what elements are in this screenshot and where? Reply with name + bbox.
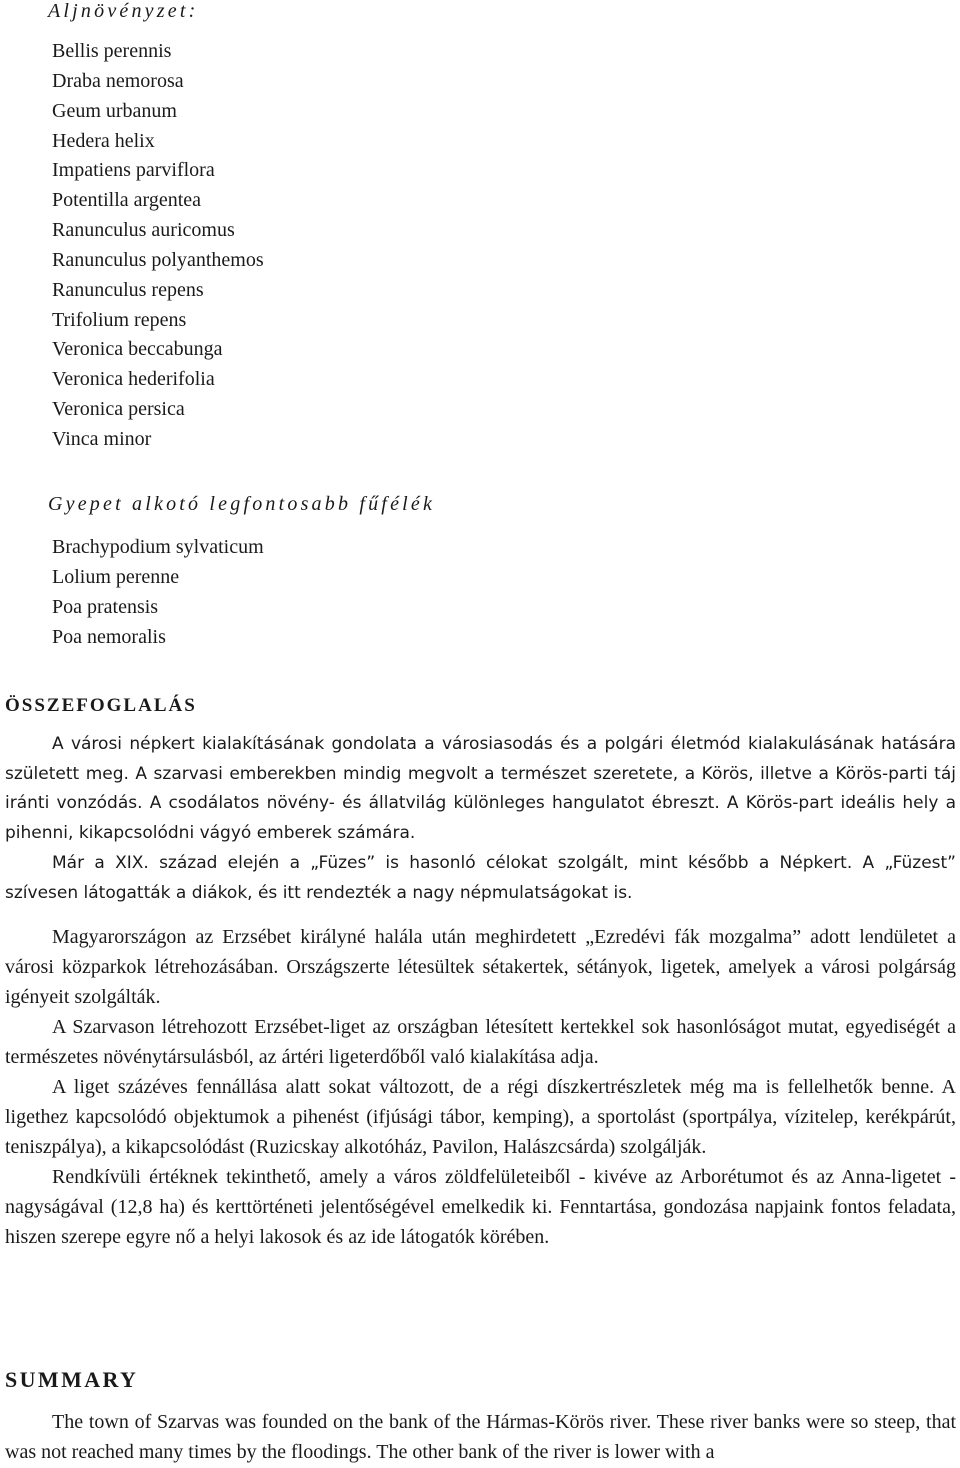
summary-hu-paragraph-5: A liget százéves fennállása alatt sokat változott, de a régi díszkertrészletek még ma is fellelhetők benne. A ligethez kapcsolódó objektumok a pihenést (ifjúsági tábor, kemping), a sportolást (sportpálya, vízitelep, kerékpárút, teniszpálya), a kikapcsolódást (Ruzicskay alkotóház, Pavilon, Halászcsárda) szolgálják. bbox=[5, 1076, 956, 1158]
species-list-item: Veronica hederifolia bbox=[52, 368, 215, 391]
summary-hu-paragraph-1: A városi népkert kialakításának gondolata a városiasodás és a polgári életmód kialakulásának hatására született meg. A szarvasi emberekben mindig megvolt a természet szeretete, a Körös, illetve a Körös-parti táj iránti vonzódás. A csodálatos növény- és állatvilág különleges hangulatot ébreszt. A Körös-part ideális hely a pihenni, kikapcsolódni vágyó emberek számára. bbox=[5, 734, 956, 844]
species-list-item: Draba nemorosa bbox=[52, 69, 184, 92]
species-list-item: Poa nemoralis bbox=[52, 625, 166, 648]
species-list-item: Potentilla argentea bbox=[52, 189, 202, 212]
species-list-item: Ranunculus polyanthemos bbox=[52, 248, 264, 271]
species-list-item: Hedera helix bbox=[52, 129, 155, 152]
species-list-item: Lolium perenne bbox=[52, 565, 180, 588]
grasses-species-list bbox=[52, 533, 264, 652]
species-list-item: Vinca minor bbox=[52, 427, 152, 450]
species-list-item: Geum urbanum bbox=[52, 99, 177, 122]
species-list-item: Trifolium repens bbox=[52, 308, 187, 331]
summary-hu-text-block-1 bbox=[5, 730, 956, 908]
grasses-heading: Gyepet alkotó legfontosabb fűfélék bbox=[48, 493, 436, 515]
summary-hu-paragraph-3: Magyarországon az Erzsébet királyné halála után meghirdetett „Ezredévi fák mozgalma” adott lendületet a városi közparkok létrehozásában. Országszerte létesültek sétakertek, sétányok, ligetek, amelyek a városi polgárság igényeit szolgálták. bbox=[5, 926, 956, 1008]
summary-hu-paragraph-2: Már a XIX. század elején a „Füzes” is hasonló célokat szolgált, mint később a Népkert. A „Füzest” szívesen látogatták a diákok, és itt rendezték a nagy népmulatságokat is. bbox=[5, 852, 956, 903]
species-list-item: Ranunculus repens bbox=[52, 278, 204, 301]
species-list-item: Impatiens parviflora bbox=[52, 159, 215, 182]
species-list-item: Poa pratensis bbox=[52, 595, 159, 618]
summary-hu-heading: ÖSSZEFOGLALÁS bbox=[5, 695, 197, 716]
species-list-item: Ranunculus auricomus bbox=[52, 219, 235, 242]
species-list-item: Bellis perennis bbox=[52, 40, 172, 62]
summary-en-heading: SUMMARY bbox=[5, 1367, 139, 1392]
summary-hu-paragraph-6: Rendkívüli értéknek tekinthető, amely a város zöldfelületeiből - kivéve az Arborétumot és az Anna-ligetet - nagyságával (12,8 ha) és kerttörténeti jelentőségével emelkedik ki. Fenntartása, gondozása napjaink fontos feladata, hiszen szerepe egyre nő a helyi lakosok és az ide látogatók körében. bbox=[5, 1166, 956, 1248]
species-list-item: Veronica beccabunga bbox=[52, 338, 223, 361]
understory-species-list bbox=[52, 37, 264, 455]
understory-heading: Aljnövényzet: bbox=[48, 0, 199, 22]
summary-hu-text-block-2 bbox=[5, 922, 956, 1252]
species-list-item: Veronica persica bbox=[52, 398, 185, 421]
summary-en-paragraph-1: The town of Szarvas was founded on the bank of the Hármas-Körös river. These river banks were so steep, that was not reached many times by the floodings. The other bank of the river is lower with a bbox=[5, 1411, 956, 1463]
summary-hu-paragraph-4: A Szarvason létrehozott Erzsébet-liget az országban létesített kertekkel sok hasonlóságot mutat, egyediségét a természetes növénytársulásból, az ártéri ligeterdőből való kialakítása adja. bbox=[5, 1016, 956, 1068]
species-list-item: Brachypodium sylvaticum bbox=[52, 536, 264, 558]
